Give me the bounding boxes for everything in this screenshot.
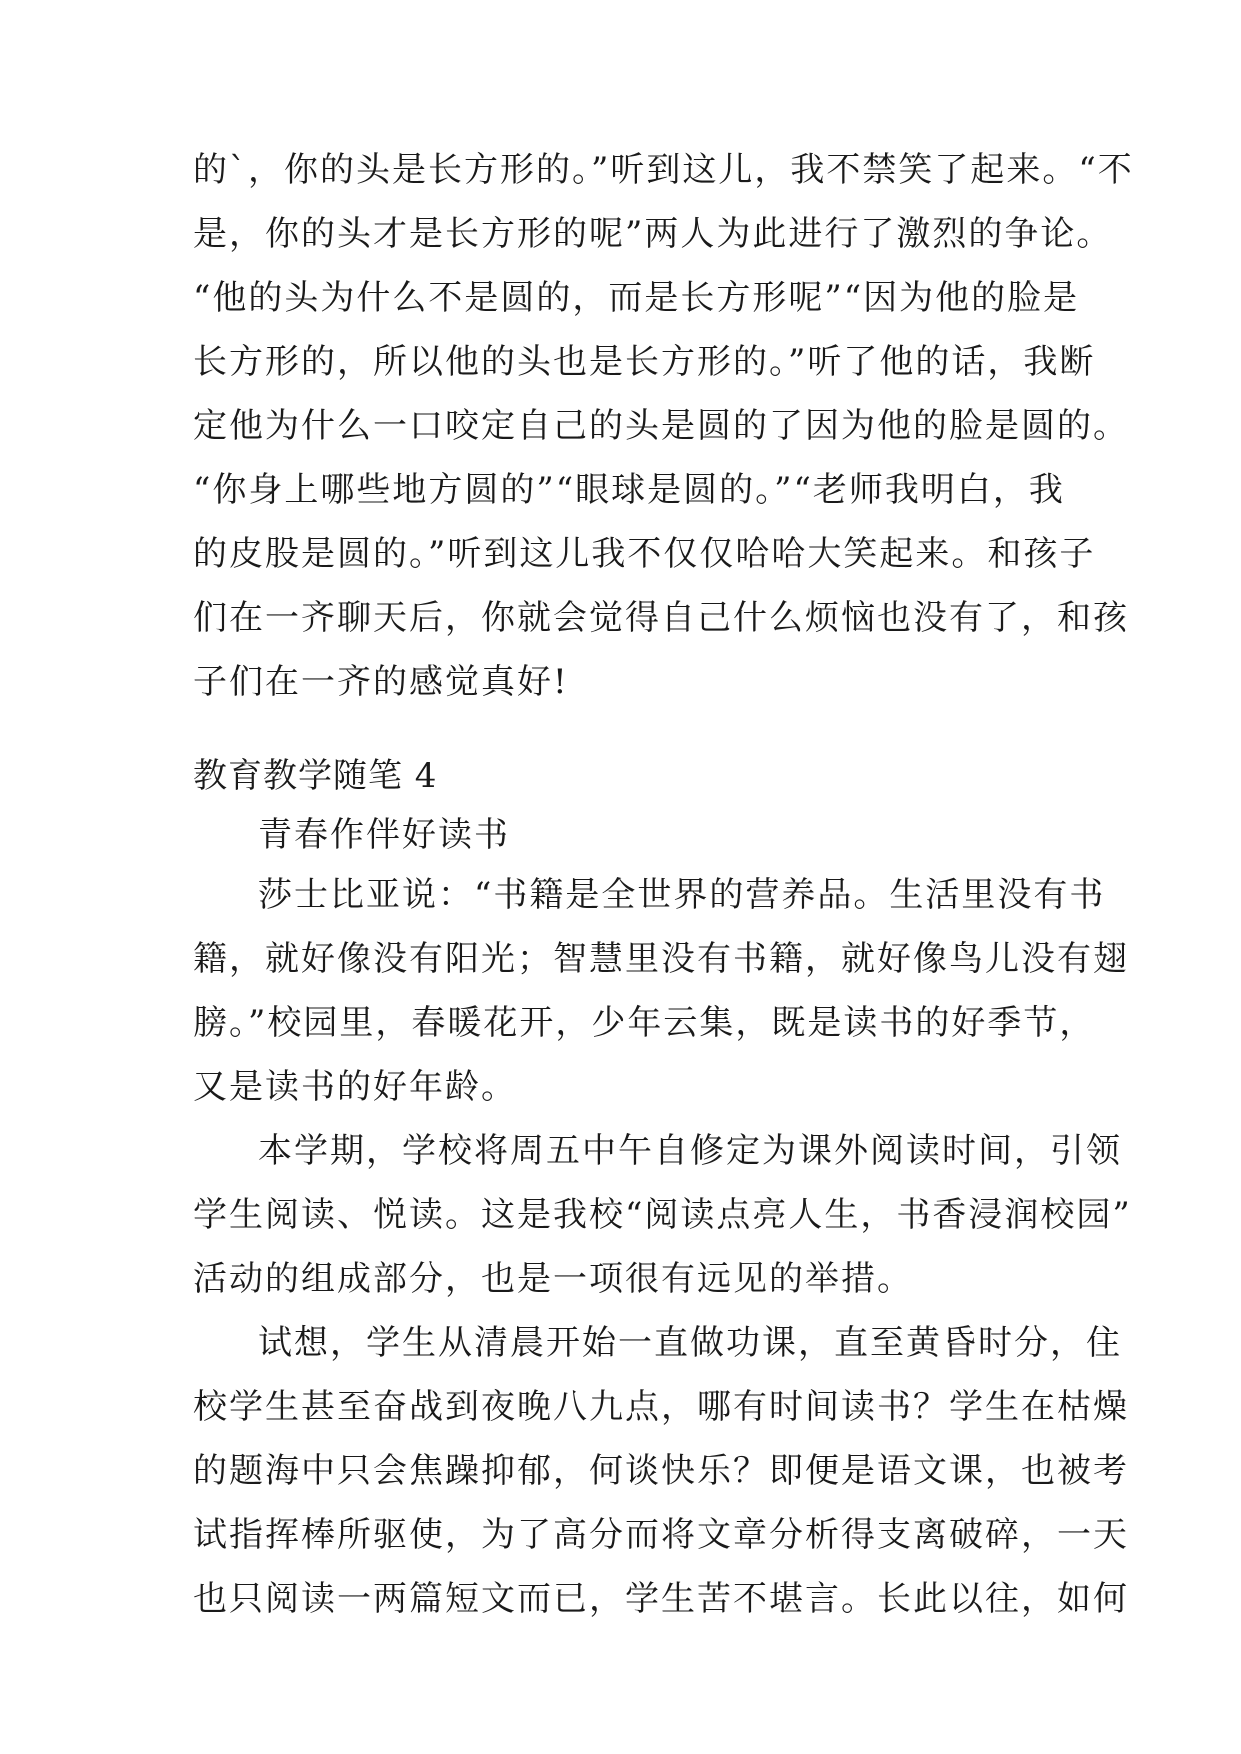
body-line: 也只阅读一两篇短文而已，学生苦不堪言。长此以往，如何 — [193, 1579, 1129, 1619]
body-line: 的`，你的头是长方形的。”听到这儿，我不禁笑了起来。“不 — [193, 150, 1134, 190]
body-line: “你身上哪些地方圆的”“眼球是圆的。”“老师我明白，我 — [193, 470, 1065, 510]
body-line: 籍，就好像没有阳光；智慧里没有书籍，就好像鸟儿没有翅 — [193, 939, 1129, 979]
section-title: 教育教学随笔 4 — [193, 756, 438, 796]
body-line: 膀。”校园里，春暖花开，少年云集，既是读书的好季节， — [193, 1003, 1096, 1043]
body-line: 的题海中只会焦躁抑郁，何谈快乐？即便是语文课，也被考 — [193, 1451, 1129, 1491]
body-line: 的皮股是圆的。”听到这儿我不仅仅哈哈大笑起来。和孩子 — [193, 534, 1096, 574]
body-line: 莎士比亚说：“书籍是全世界的营养品。生活里没有书 — [258, 875, 1106, 915]
body-line: 试指挥棒所驱使，为了高分而将文章分析得支离破碎，一天 — [193, 1515, 1129, 1555]
body-line: 长方形的，所以他的头也是长方形的。”听了他的话，我断 — [193, 342, 1096, 382]
body-line: 子们在一齐的感觉真好! — [193, 662, 569, 702]
body-line: 定他为什么一口咬定自己的头是圆的了因为他的脸是圆的。 — [193, 406, 1129, 446]
body-line: 活动的组成部分，也是一项很有远见的举措。 — [193, 1259, 913, 1299]
body-line: 学生阅读、悦读。这是我校“阅读点亮人生，书香浸润校园” — [193, 1195, 1132, 1235]
body-line: 本学期，学校将周五中午自修定为课外阅读时间，引领 — [258, 1131, 1122, 1171]
body-line: 又是读书的好年龄。 — [193, 1067, 517, 1107]
body-line: “他的头为什么不是圆的，而是长方形呢”“因为他的脸是 — [193, 278, 1080, 318]
article-title: 青春作伴好读书 — [258, 815, 510, 855]
body-line: 试想，学生从清晨开始一直做功课，直至黄昏时分，住 — [258, 1323, 1122, 1363]
body-line: 是，你的头才是长方形的呢”两人为此进行了激烈的争论。 — [193, 214, 1113, 254]
body-line: 校学生甚至奋战到夜晚八九点，哪有时间读书？学生在枯燥 — [193, 1387, 1129, 1427]
body-line: 们在一齐聊天后，你就会觉得自己什么烦恼也没有了，和孩 — [193, 598, 1129, 638]
